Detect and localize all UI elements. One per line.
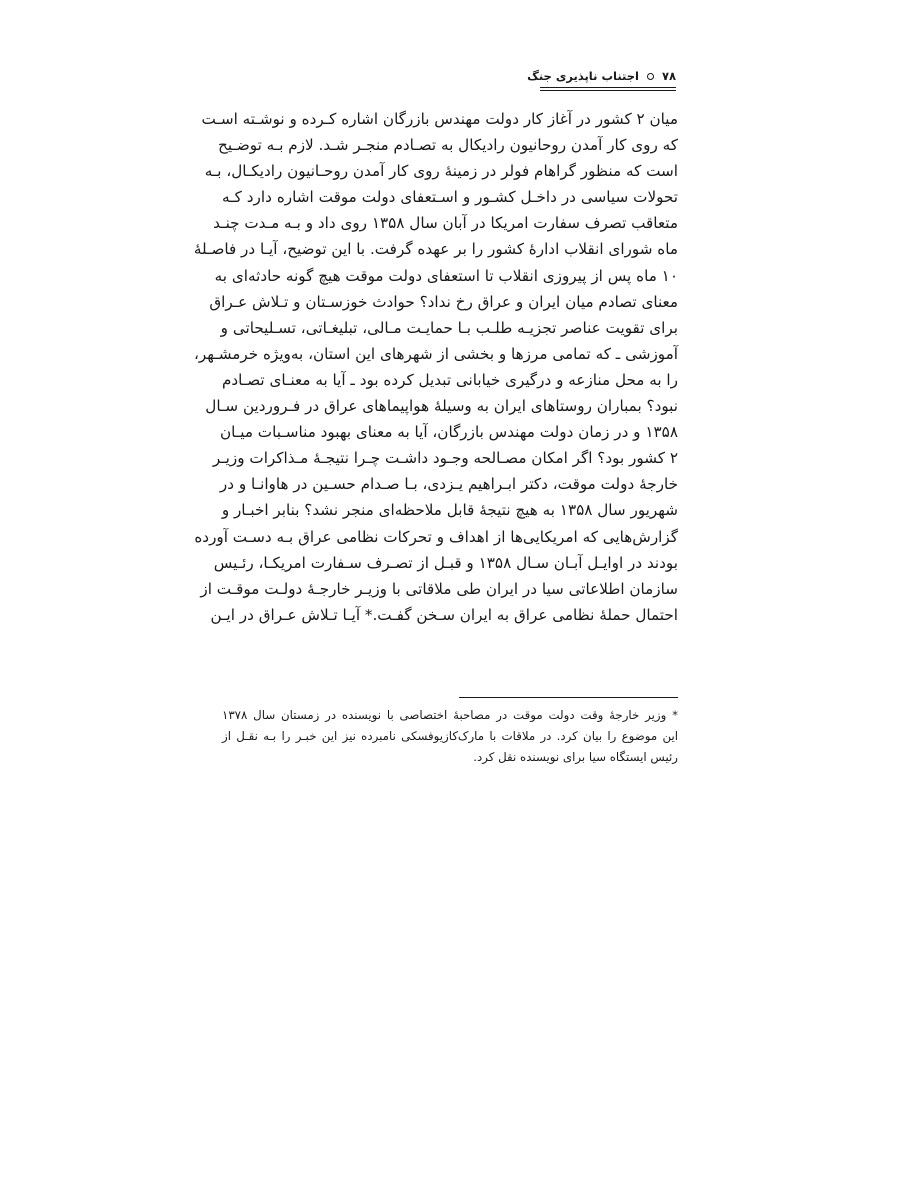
body-line: را به محل منازعه و درگیری خیابانی تبدیل کرده بود ـ آیا به معنـای تصـادم [222, 370, 678, 389]
body-line: متعاقب تصرف سفارت امریکا در آبان سال ۱۳۵۸ روی داد و بـه مـدت چنـد [213, 214, 678, 233]
body-line: میان ۲ کشور در آغاز کار دولت مهندس بازرگان اشاره کـرده و نوشـته اسـت [201, 110, 678, 128]
book-title: اجتناب ناپذیری جنگ [527, 69, 639, 83]
footnote-line: این موضوع را بیان کرد. در ملاقات با مارک‌کازیوفسکی نامبرده نیز این خبـر را بـه نقـل از [222, 729, 678, 743]
footnote-line: * وزیر خارجهٔ وقت دولت موقت در مصاحبهٔ اختصاصی با نویسنده در زمستان سال ۱۳۷۸ [222, 708, 678, 722]
body-line: است که منظور گراهام فولر در زمینهٔ روی کار آمدن روحـانیون رادیکـال، بـه [204, 162, 678, 181]
body-line: برای تقویت عناصر تجزیـه طلـب بـا حمایـت مـالی، تبلیغـاتی، تسـلیحاتی و [220, 318, 678, 337]
body-line: ۱۰ ماه پس از پیروزی انقلاب تا استعفای دولت موقت هیچ گونه حادثه‌ای به [214, 266, 678, 285]
body-line: که روی کار آمدن روحانیون رادیکال به تصـادم منجـر شـد. لازم بـه توضـیح [218, 136, 678, 155]
footnote [222, 705, 678, 768]
body-line: نبود؟ بمباران روستاهای ایران به وسیلهٔ هواپیماهای عراق در فـروردین سـال [205, 397, 678, 416]
body-line: ۱۳۵۸ و در زمان دولت مهندس بازرگان، آیا به معنای بهبود مناسـبات میـان [220, 423, 678, 442]
body-line: ماه شورای انقلاب ادارهٔ کشور را بر عهده گرفت. با این توضیح، آیـا در فاصـلهٔ [193, 240, 678, 259]
body-line: گزارش‌هایی که امریکایی‌ها از اهداف و تحرکات نظامی عراق بـه دسـت آورده [194, 527, 678, 546]
body-line: سازمان اطلاعاتی سیا در ایران طی ملاقاتی با وزیـر خارجـهٔ دولـت موقـت از [200, 579, 678, 598]
body-line: خارجهٔ دولت موقت، دکتر ابـراهیم یـزدی، بـا صـدام حسـین در هاوانـا و در [219, 475, 678, 494]
body-line: شهریور سال ۱۳۵۸ به هیچ نتیجهٔ قابل ملاحظه‌ای منجر نشد؟ بنابر اخبـار و [221, 501, 678, 520]
header-rule [540, 90, 676, 91]
body-line: معنای تصادم میان ایران و عراق رخ نداد؟ حوادث خوزسـتان و تـلاش عـراق [209, 292, 678, 311]
body-line: آموزشی ـ که تمامی مرزها و بخشی از شهرهای این استان، به‌ویژه خرمشـهر، [193, 344, 678, 363]
running-header [225, 66, 676, 86]
body-line: تحولات سیاسی در داخـل کشـور و اسـتعفای دولت موقت اشاره دارد کـه [222, 188, 678, 207]
header-rule [540, 87, 676, 88]
circle-bullet-icon [647, 73, 654, 80]
body-line: بودند در اوایـل آبـان سـال ۱۳۵۸ و قبـل از تصـرف سـفارت امریکـا، رئـیس [213, 553, 678, 572]
body-line: ۲ کشور بود؟ اگر امکان مصـالحه وجـود داشـت چـرا نتیجـهٔ مـذاکرات وزیـر [212, 449, 678, 468]
body-paragraph [193, 106, 678, 628]
body-line: احتمال حملهٔ نظامی عراق به ایران سـخن گفـت.* آیـا تـلاش عـراق در ایـن [210, 605, 678, 624]
footnote-line: رئیس ایستگاه سیا برای نویسنده نقل کرد. [473, 750, 678, 764]
footnote-rule [459, 697, 678, 698]
page-number: ۷۸ [661, 69, 676, 83]
